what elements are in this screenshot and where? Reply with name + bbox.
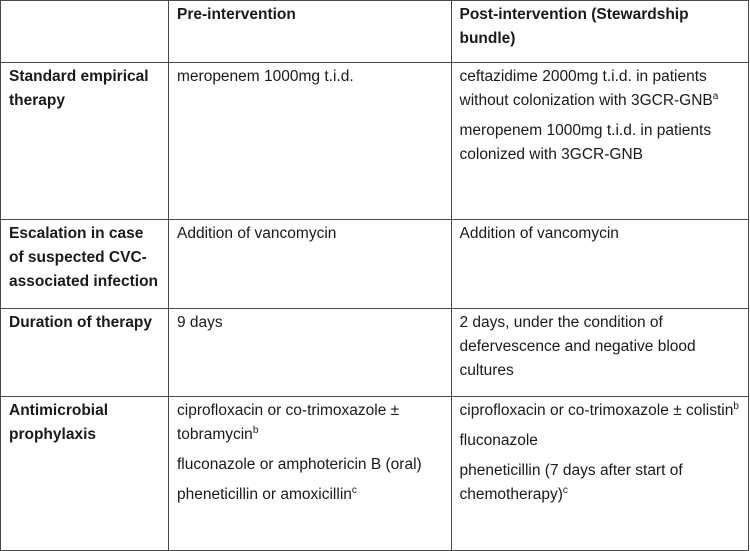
pre-cell <box>169 397 452 551</box>
footnote-mark: c <box>562 484 568 496</box>
post-cell <box>451 63 749 220</box>
header-pre-intervention: Pre-intervention <box>169 1 452 63</box>
row-label: Antimicrobial prophylaxis <box>1 397 169 551</box>
footnote-mark: c <box>351 484 357 496</box>
table-header-row <box>1 1 749 63</box>
pre-cell <box>169 63 452 220</box>
row-label: Standard empirical therapy <box>1 63 169 220</box>
footnote-mark: a <box>712 90 719 102</box>
post-cell <box>451 220 749 309</box>
cell-line: 2 days, under the condition of defervescence and negative blood cultures <box>459 314 696 379</box>
cell-line: pheneticillin (7 days after start of chemotherapy)$^c$ <box>459 462 683 503</box>
cell-line: fluconazole <box>459 432 538 449</box>
footnote-mark: b <box>252 424 259 436</box>
table-row <box>1 309 749 397</box>
cell-line: ceftazidime 2000mg t.i.d. in patients without colonization with 3GCR-GNB$^a$ <box>459 68 719 109</box>
cell-line: ciprofloxacin or co-trimoxazole ± tobramycin$^b$ <box>177 402 400 443</box>
cell-line: meropenem 1000mg t.i.d. <box>177 68 354 85</box>
footnote-mark: b <box>733 400 739 412</box>
post-cell <box>451 397 749 551</box>
row-label: Duration of therapy <box>1 309 169 397</box>
cell-line: Addition of vancomycin <box>459 225 619 242</box>
table-row <box>1 220 749 309</box>
cell-line: 9 days <box>177 314 223 331</box>
cell-line: ciprofloxacin or co-trimoxazole ± colistin$^b$ <box>459 400 739 419</box>
pre-cell <box>169 309 452 397</box>
cell-line: fluconazole or amphotericin B (oral) <box>177 456 422 473</box>
row-label: Escalation in case of suspected CVC-associated infection <box>1 220 169 309</box>
header-post-intervention: Post-intervention (Stewardship bundle) <box>451 1 749 63</box>
table-row <box>1 397 749 551</box>
cell-line: meropenem 1000mg t.i.d. in patients colonized with 3GCR-GNB <box>459 122 712 163</box>
cell-line: Addition of vancomycin <box>177 225 337 242</box>
table-row <box>1 63 749 220</box>
post-cell <box>451 309 749 397</box>
header-empty-cell <box>1 1 169 63</box>
cell-line: pheneticillin or amoxicillin$^c$ <box>177 484 357 503</box>
pre-cell <box>169 220 452 309</box>
